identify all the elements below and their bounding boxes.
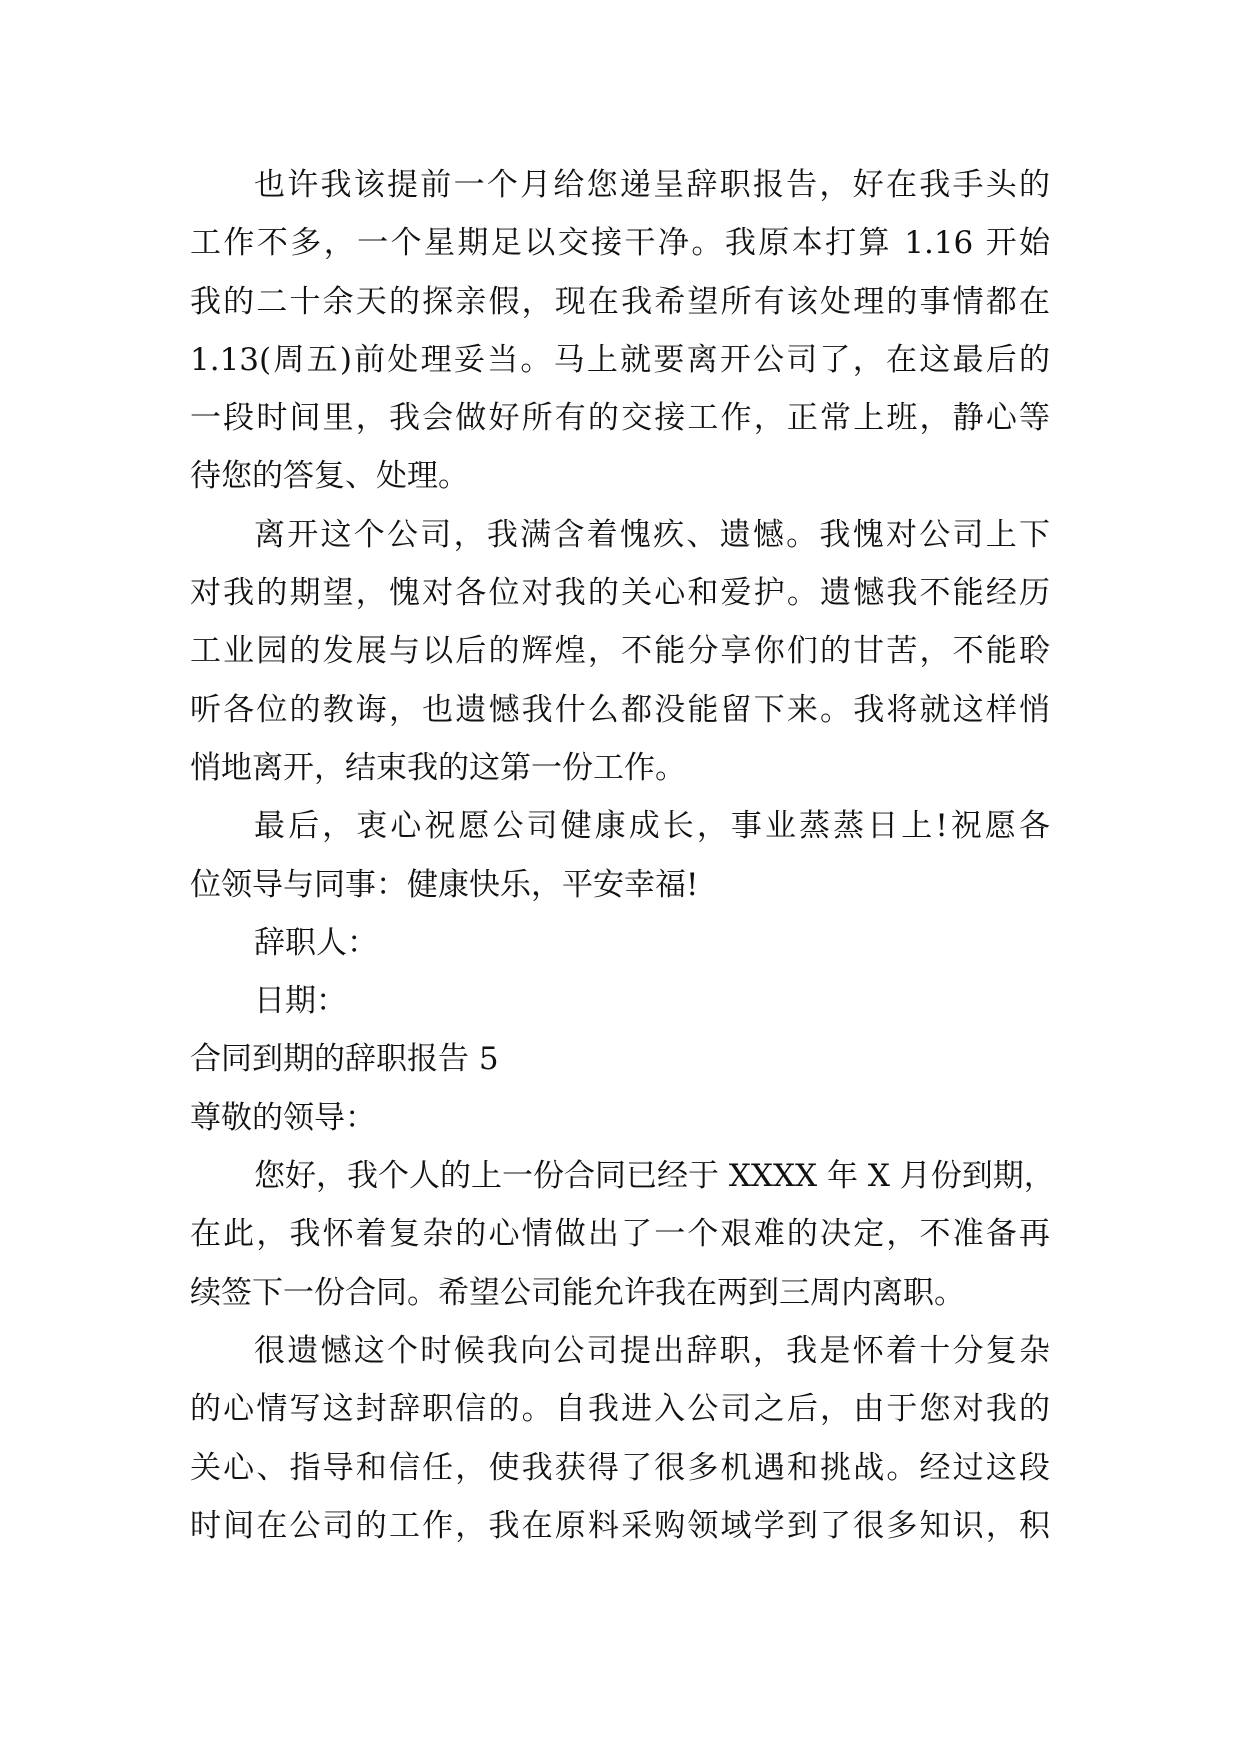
paragraph-notice-period: [190, 156, 1050, 506]
section-title: 合同到期的辞职报告 5: [190, 1041, 499, 1078]
resigner-label: 辞职人：: [254, 924, 378, 961]
text-line: 您好，我个人的上一份合同已经于 XXXX 年 X 月份到期，: [254, 1158, 1055, 1195]
text-line: 1.13(周五)前处理妥当。马上就要离开公司了，在这最后的: [190, 341, 1050, 378]
document-body: [190, 156, 1055, 1555]
text-line: 位领导与同事：健康快乐，平安幸福!: [190, 866, 699, 903]
text-line: 工业园的发展与以后的辉煌，不能分享你们的甘苦，不能聆: [190, 633, 1050, 670]
text-line: 工作不多，一个星期足以交接干净。我原本打算 1.16 开始: [190, 225, 1050, 262]
text-line: 离开这个公司，我满含着愧疚、遗憾。我愧对公司上下: [254, 516, 1050, 553]
paragraph-gratitude: [190, 1322, 1050, 1555]
date-label: 日期：: [254, 983, 347, 1020]
text-line: 我的二十余天的探亲假，现在我希望所有该处理的事情都在: [190, 283, 1050, 320]
text-line: 也许我该提前一个月给您递呈辞职报告，好在我手头的: [254, 167, 1050, 203]
paragraph-wishes: [190, 797, 1050, 914]
text-line: 对我的期望，愧对各位对我的关心和爱护。遗憾我不能经历: [190, 575, 1050, 612]
salutation: 尊敬的领导：: [190, 1099, 376, 1136]
text-line: 关心、指导和信任，使我获得了很多机遇和挑战。经过这段: [190, 1449, 1050, 1486]
text-line: 一段时间里，我会做好所有的交接工作，正常上班，静心等: [190, 400, 1050, 437]
paragraph-regret: [190, 506, 1050, 797]
text-line: 最后，衷心祝愿公司健康成长，事业蒸蒸日上!祝愿各: [254, 808, 1050, 845]
text-line: 很遗憾这个时候我向公司提出辞职，我是怀着十分复杂: [254, 1332, 1050, 1369]
text-line: 时间在公司的工作，我在原料采购领域学到了很多知识，积: [190, 1507, 1050, 1544]
text-line: 待您的答复、处理。: [190, 458, 469, 495]
text-line: 听各位的教诲，也遗憾我什么都没能留下来。我将就这样悄: [190, 691, 1050, 728]
text-line: 在此，我怀着复杂的心情做出了一个艰难的决定，不准备再: [190, 1216, 1050, 1253]
text-line: 的心情写这封辞职信的。自我进入公司之后，由于您对我的: [190, 1391, 1050, 1428]
paragraph-contract-expiry: [190, 1147, 1055, 1322]
text-line: 悄地离开，结束我的这第一份工作。: [190, 749, 686, 786]
text-line: 续签下一份合同。希望公司能允许我在两到三周内离职。: [190, 1274, 965, 1311]
